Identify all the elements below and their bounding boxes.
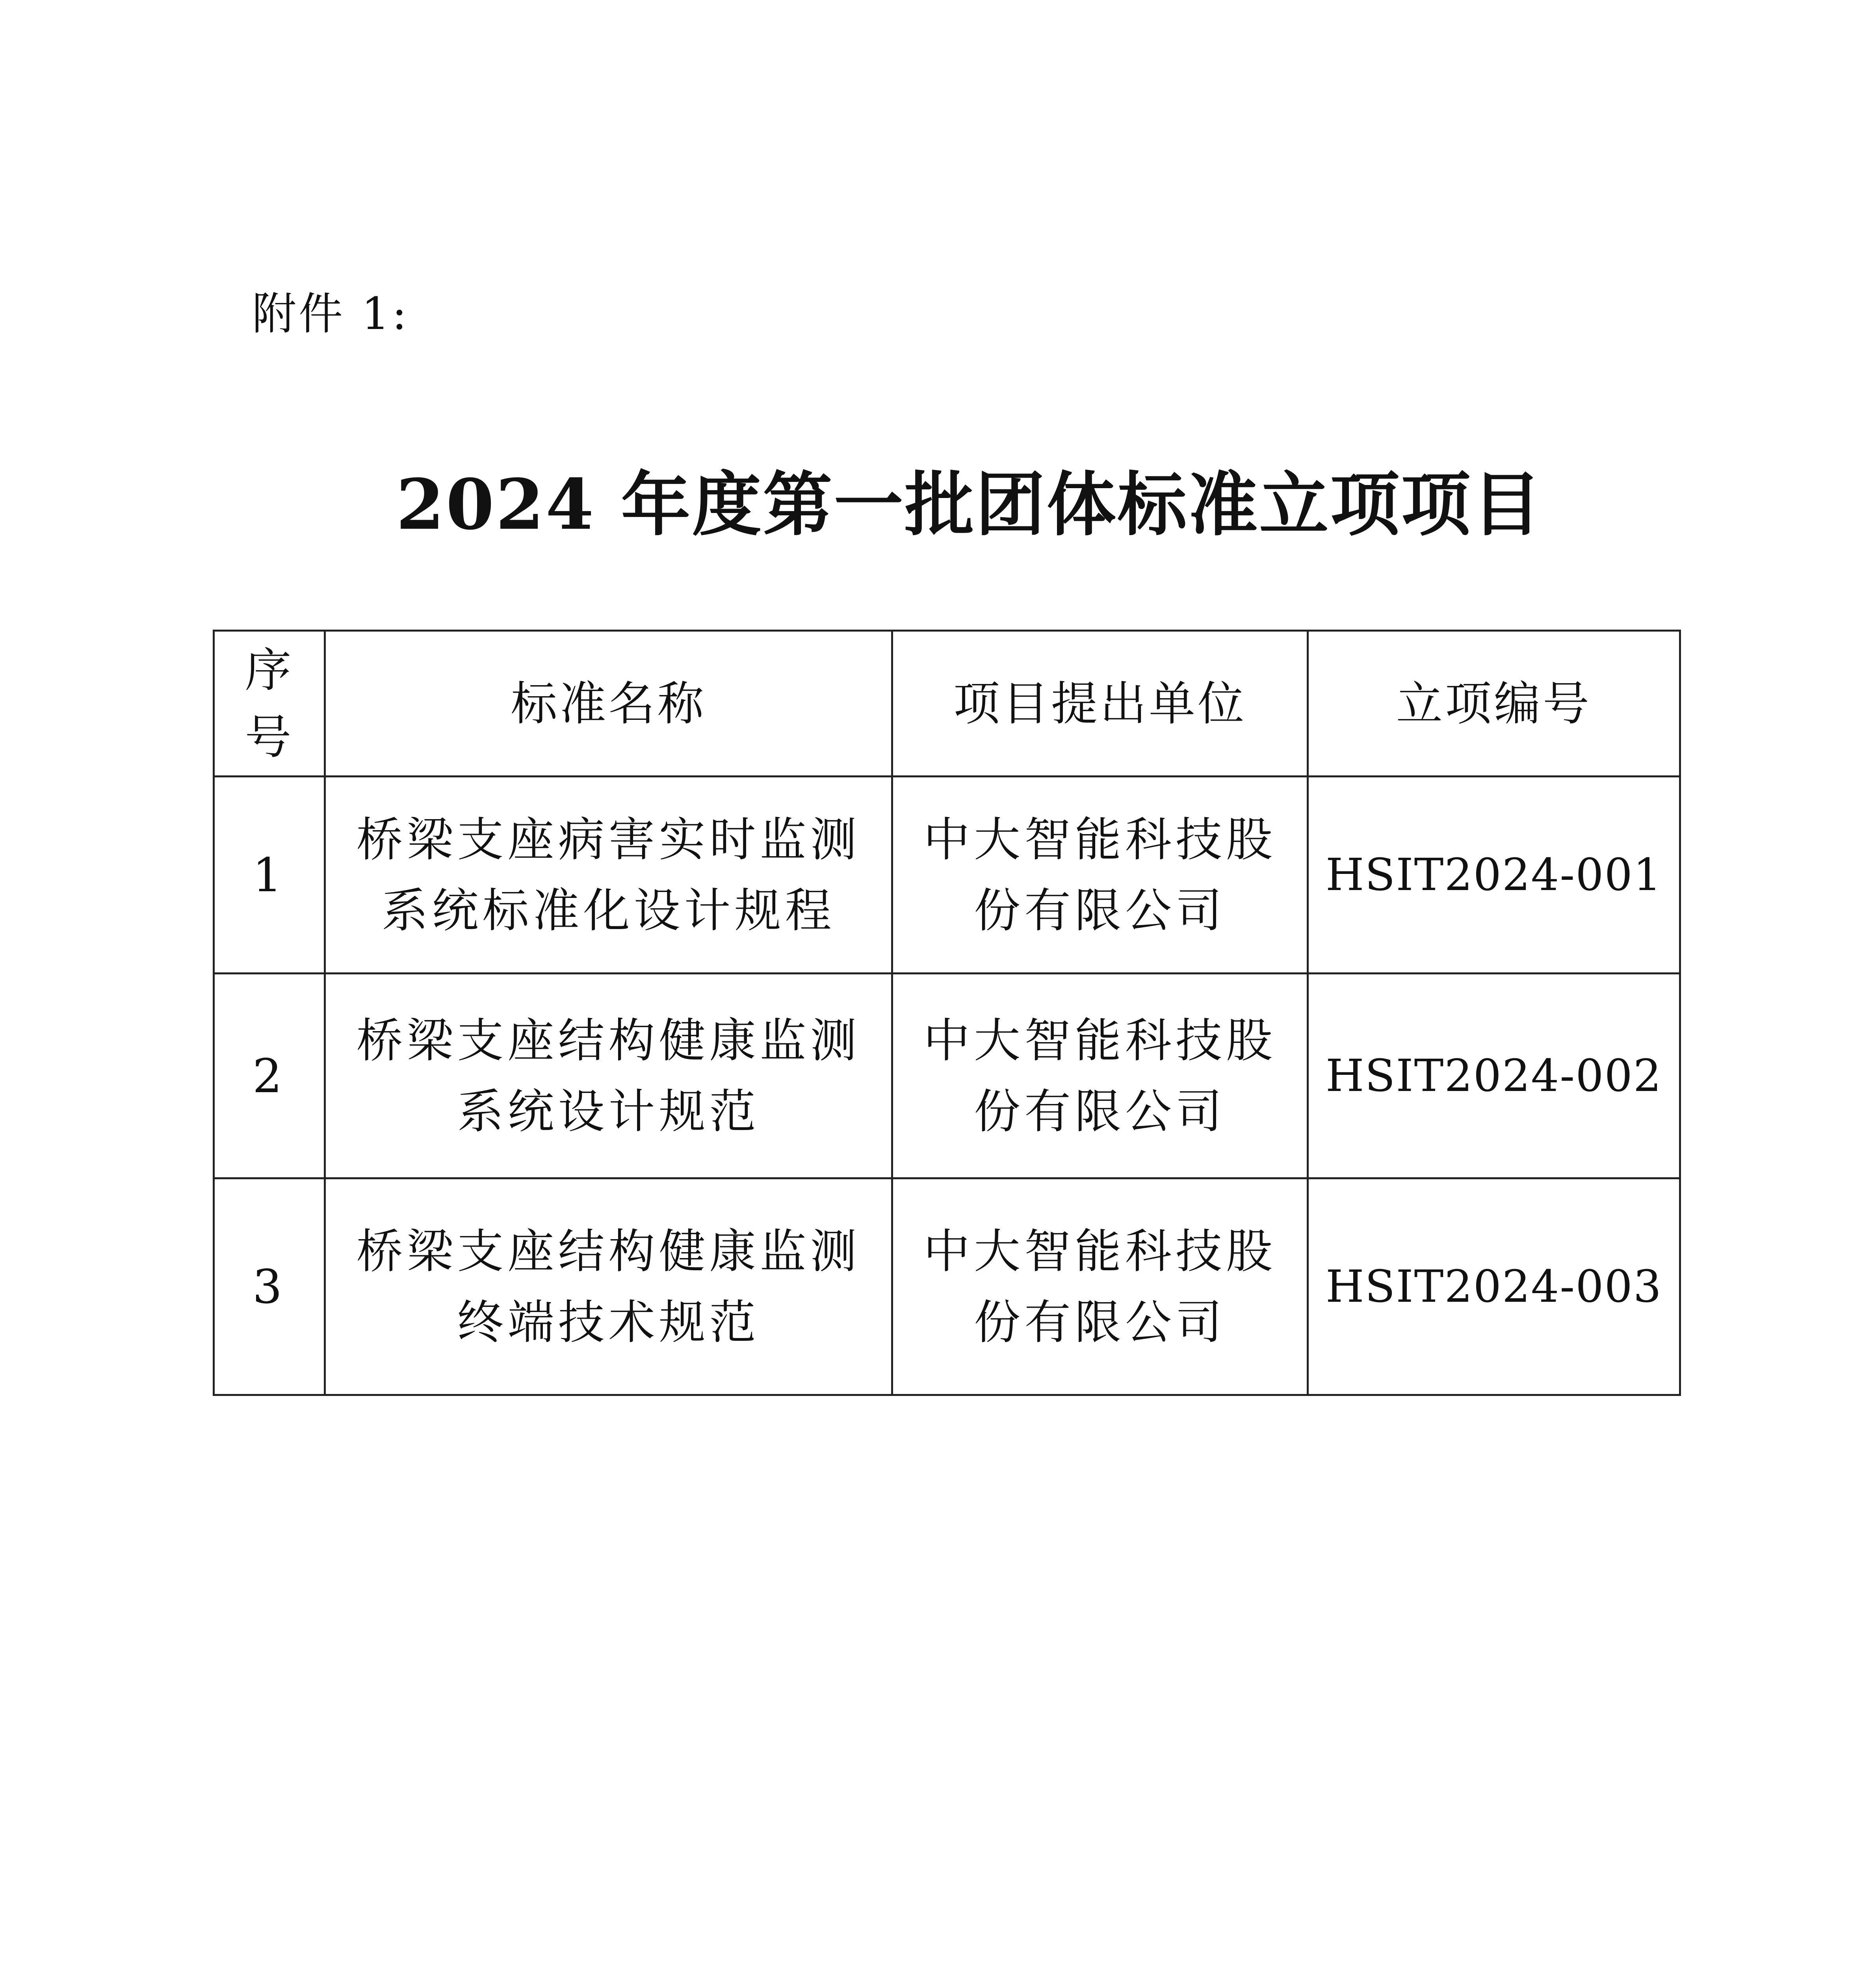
standard-name-line-1: 桥梁支座病害实时监测 — [356, 812, 861, 867]
row-organization — [892, 777, 1308, 974]
header-org: 项目提出单位 — [892, 631, 1308, 777]
document-title: 2024 年度第一批团体标准立项项目 — [396, 464, 1543, 545]
row-seq: 2 — [214, 974, 325, 1178]
row-standard-name — [325, 777, 892, 974]
organization-line-2: 份有限公司 — [973, 1295, 1226, 1349]
projects-table — [213, 630, 1681, 1396]
organization-line-1: 中大智能科技股 — [923, 812, 1276, 867]
organization-line-2: 份有限公司 — [973, 1084, 1226, 1139]
row-standard-name — [325, 1178, 892, 1395]
attachment-label: 附件 1: — [252, 288, 409, 340]
standard-name-line-2: 系统设计规范 — [457, 1084, 760, 1139]
standard-name-line-2: 终端技术规范 — [457, 1295, 760, 1349]
row-standard-name — [325, 974, 892, 1178]
organization-line-1: 中大智能科技股 — [923, 1013, 1276, 1068]
standard-name-line-2: 系统标准化设计规程 — [381, 883, 836, 938]
row-organization — [892, 1178, 1308, 1395]
standard-name-line-1: 桥梁支座结构健康监测 — [356, 1224, 861, 1279]
organization-line-2: 份有限公司 — [973, 883, 1226, 938]
header-code: 立项编号 — [1308, 631, 1680, 777]
header-name: 标准名称 — [325, 631, 892, 777]
row-seq: 1 — [214, 777, 325, 974]
row-project-code: HSIT2024-002 — [1308, 974, 1680, 1178]
header-seq: 序号 — [214, 631, 325, 777]
standard-name-line-1: 桥梁支座结构健康监测 — [356, 1013, 861, 1068]
table-row — [214, 777, 1680, 974]
table-row — [214, 974, 1680, 1178]
table-header-row — [214, 631, 1680, 777]
row-organization — [892, 974, 1308, 1178]
row-project-code: HSIT2024-003 — [1308, 1178, 1680, 1395]
row-project-code: HSIT2024-001 — [1308, 777, 1680, 974]
row-seq: 3 — [214, 1178, 325, 1395]
organization-line-1: 中大智能科技股 — [923, 1224, 1276, 1279]
table-row — [214, 1178, 1680, 1395]
